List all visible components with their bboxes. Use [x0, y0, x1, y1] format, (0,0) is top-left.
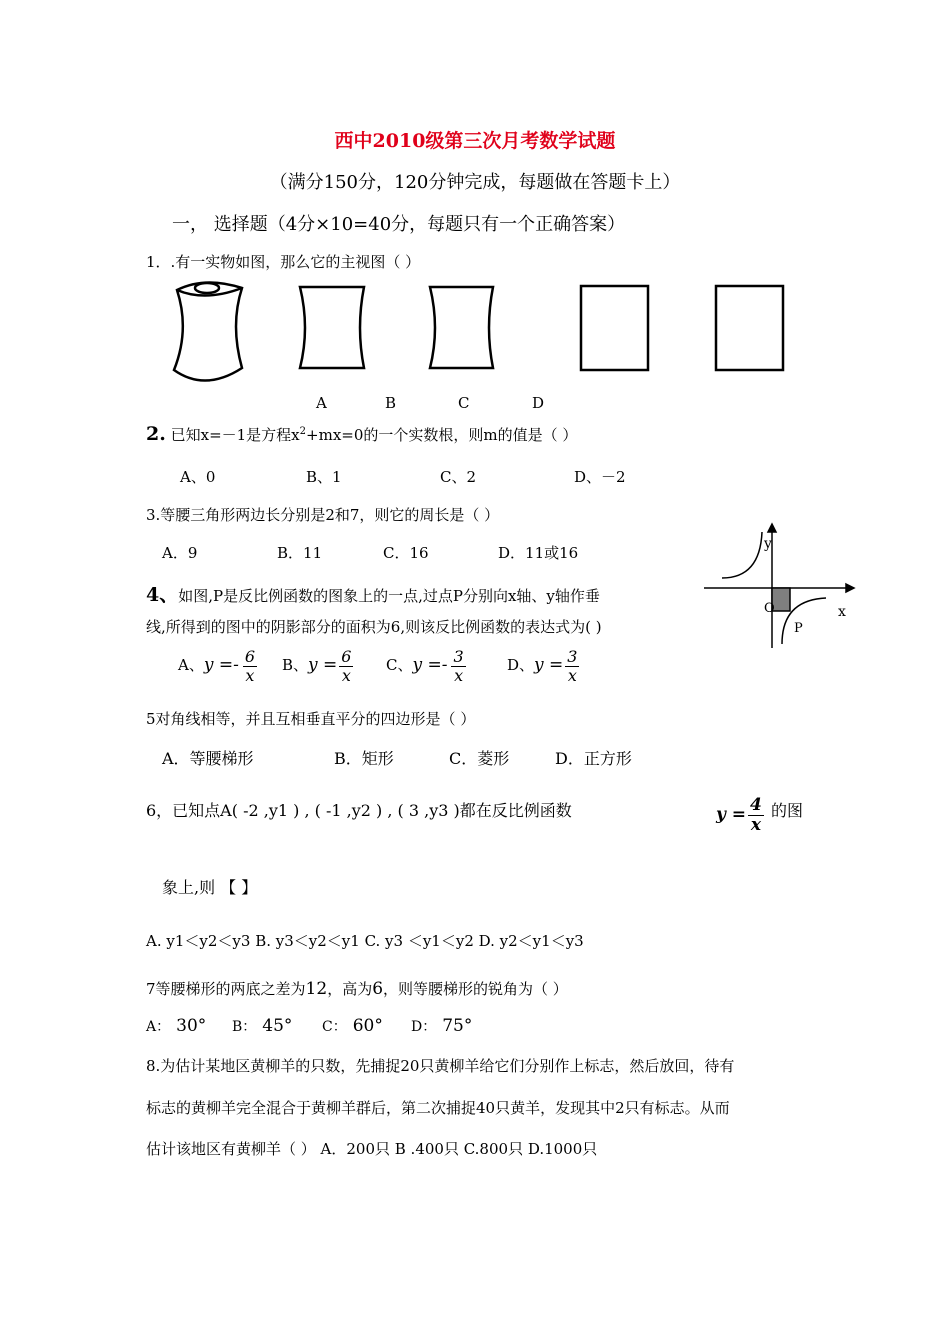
question-2-stem: [146, 423, 577, 445]
q4-number: 4、: [146, 584, 179, 606]
q4-line1-text: 如图,P是反比例函数的图象上的一点,过点P分别向x轴、y轴作垂: [178, 587, 600, 605]
shaded-rectangle: [772, 588, 790, 611]
graph-y-label: y: [764, 536, 772, 552]
q7-option-c: C： 60°: [322, 1016, 383, 1036]
q6-function: y = $\frac{4}{x}$: [716, 795, 762, 835]
object-top-hole: [195, 283, 219, 293]
q6-options: A. y1＜y2＜y3 B. y3＜y2＜y1 C. y3 ＜y1＜y2 D. y2＜y1＜y3: [146, 932, 584, 950]
q5-option-b: B．矩形: [334, 749, 394, 768]
q7-option-d: D： 75°: [411, 1016, 473, 1036]
option-c-figure: [581, 286, 648, 370]
q4-graph: [700, 520, 860, 652]
q2-number: 2.: [146, 423, 166, 445]
question-6-stem: 6，已知点A( -2 ,y1 ) , ( -1 ,y2 ) , ( 3 ,y3 )都在反比例函数: [146, 801, 572, 820]
question-1-stem: 1．.有一实物如图，那么它的主视图（ ）: [146, 253, 421, 271]
question-7-stem: 7等腰梯形的两底之差为12，高为6，则等腰梯形的锐角为（ ）: [146, 979, 568, 999]
q4-option-c: C、y =- $\frac{3}{x}$: [386, 647, 464, 685]
option-b-figure: [430, 287, 493, 368]
exam-instructions: （满分150分，120分钟完成，每题做在答题卡上）: [269, 172, 681, 193]
q2-exponent: 2: [299, 426, 307, 437]
q1-label-d: D: [532, 394, 545, 412]
question-1-figures: [160, 270, 800, 400]
option-a-figure: [300, 287, 364, 368]
q2-option-b: B、1: [306, 468, 342, 486]
q5-option-d: D．正方形: [555, 749, 632, 768]
graph-x-label: x: [838, 604, 846, 620]
question-4-line2: 线,所得到的图中的阴影部分的面积为6,则该反比例函数的表达式为( ): [146, 618, 602, 636]
q5-option-a: A．等腰梯形: [162, 749, 254, 768]
q4-option-d: D、y = $\frac{3}{x}$: [507, 647, 578, 685]
q6-tail: 的图: [771, 801, 804, 820]
option-d-figure: [716, 286, 783, 370]
question-8-line1: 8.为估计某地区黄柳羊的只数，先捕捉20只黄柳羊给它们分别作上标志，然后放回，待有: [146, 1057, 735, 1075]
q5-option-c: C．菱形: [449, 749, 510, 768]
object-drawing: [174, 282, 242, 380]
section-heading: 一， 选择题（4分×10=40分，每题只有一个正确答案）: [172, 214, 626, 235]
graph-origin-label: O: [764, 601, 775, 616]
q3-option-d: D．11或16: [498, 544, 579, 562]
q2-option-a: A、0: [180, 468, 216, 486]
question-4-line1: [146, 580, 600, 607]
q2-option-c: C、2: [440, 468, 477, 486]
q2-option-d: D、－2: [574, 468, 626, 486]
q1-label-b: B: [385, 394, 397, 412]
q3-option-b: B．11: [277, 544, 323, 562]
graph-p-label: P: [794, 621, 803, 636]
q1-label-a: A: [316, 394, 327, 412]
page-title: 西中2010级第三次月考数学试题: [334, 130, 616, 152]
question-3-stem: 3.等腰三角形两边长分别是2和7，则它的周长是（ ）: [146, 506, 500, 524]
q2-text-b: +mx=0的一个实数根，则m的值是（ ）: [306, 426, 578, 444]
q4-option-b: B、y = $\frac{6}{x}$: [282, 647, 352, 685]
q6-line2: 象上,则 【 】: [162, 878, 258, 897]
q3-option-a: A．9: [162, 544, 198, 562]
q2-text-a: 已知x=－1是方程x: [165, 426, 300, 444]
q7-option-b: B： 45°: [232, 1016, 293, 1036]
q7-option-a: A： 30°: [146, 1016, 207, 1036]
question-8-line3: 估计该地区有黄柳羊（ ） A．200只 B .400只 C.800只 D.1000只: [146, 1140, 598, 1158]
q3-option-c: C．16: [383, 544, 429, 562]
question-8-line2: 标志的黄柳羊完全混合于黄柳羊群后，第二次捕捉40只黄羊，发现其中2只有标志。从而: [146, 1099, 730, 1117]
q4-option-a: A、y =- $\frac{6}{x}$: [178, 647, 256, 685]
q1-label-c: C: [458, 394, 470, 412]
question-5-stem: 5对角线相等，并且互相垂直平分的四边形是（ ）: [146, 710, 476, 728]
